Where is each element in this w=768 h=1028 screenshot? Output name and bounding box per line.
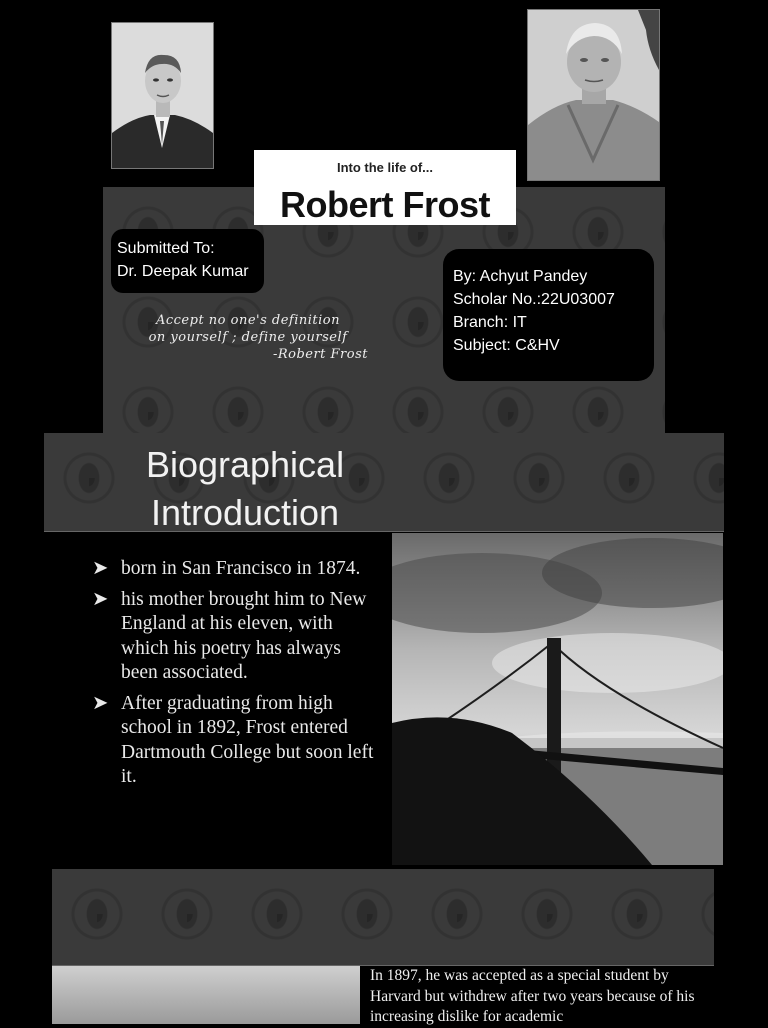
bullet-text: After graduating from high school in 1892, Frost entered Dartmouth College but soon left it. (121, 692, 374, 787)
quote-line-2: on yourself ; define yourself (148, 330, 348, 345)
bio-heading (140, 441, 350, 537)
golden-gate-bridge-photo (392, 533, 723, 865)
next-slide-photo (52, 966, 360, 1024)
list-item (92, 588, 382, 686)
arrowhead-bullet-icon: ➤ (92, 558, 109, 579)
submitted-name: Dr. Deepak Kumar (117, 263, 249, 280)
bio-heading-line-2: Introduction (150, 492, 340, 533)
author-info-box (443, 249, 654, 381)
scholar-number: Scholar No.:22U03007 (453, 291, 615, 308)
bio-header-band (44, 433, 724, 532)
title-card (254, 150, 516, 225)
bullet-text: his mother brought him to New England at his eleven, with which his poetry has always been associated. (121, 588, 367, 683)
list-item (92, 557, 382, 582)
page-title: Robert Frost (280, 184, 490, 225)
bio-bullet-list (92, 557, 382, 796)
elder-frost-portrait (527, 9, 660, 181)
bio-heading-line-1: Biographical (145, 444, 345, 485)
quote-attribution: -Robert Frost (272, 347, 368, 362)
submitted-label: Submitted To: (117, 240, 215, 257)
next-slide-paragraph: In 1897, he was accepted as a special student by Harvard but withdrew after two years because of his increasing dislike for academic (370, 967, 695, 1025)
bullet-text: born in San Francisco in 1874. (121, 558, 361, 579)
submitted-to-box (111, 229, 264, 293)
arrowhead-bullet-icon: ➤ (92, 692, 109, 714)
young-frost-portrait (111, 22, 214, 169)
subject: Subject: C&HV (453, 337, 560, 354)
arrowhead-bullet-icon: ➤ (92, 588, 109, 610)
author-name: By: Achyut Pandey (453, 268, 588, 285)
branch: Branch: IT (453, 314, 527, 331)
next-slide-header-band (52, 869, 714, 966)
quote-line-1: Accept no one's definition (155, 313, 341, 328)
title-kicker: Into the life of... (336, 160, 434, 175)
list-item (92, 692, 382, 790)
quote (118, 312, 378, 363)
